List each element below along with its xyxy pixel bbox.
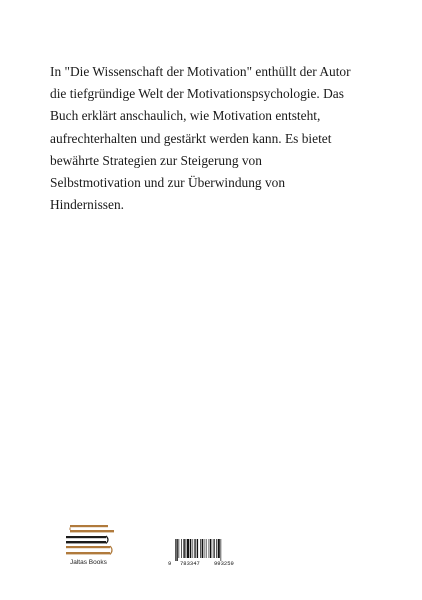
description-line: aufrechterhalten und gestärkt werden kann. Es bietet [50,130,332,146]
barcode-bar [175,539,176,561]
barcode-bar [195,539,196,558]
barcode-bar [221,539,222,561]
barcode-bar [197,539,198,558]
isbn-right-digits: 993259 [214,560,234,567]
description-line: die tiefgründige Welt der Motivationspsychologie. Das [50,86,344,102]
barcode-bar [206,539,207,558]
barcode-bar [204,539,205,558]
barcode-bar [181,539,182,558]
barcode-bar [200,539,201,558]
barcode-bar [187,539,189,558]
publisher-logo [64,522,120,558]
barcode-bar [202,539,203,558]
barcode-bar [194,539,195,558]
description-line: bewährte Strategien zur Steigerung von [50,152,262,168]
barcode-bar [183,539,184,558]
barcode-bar [176,539,177,561]
isbn-left-digits: 783347 [180,560,200,567]
barcode-bar [186,539,187,558]
barcode-bar [210,539,211,558]
isbn-first-digit: 9 [168,560,172,567]
description-line: Selbstmotivation und zur Überwindung von [50,175,286,191]
barcode-bar [218,539,220,558]
barcode-bar [216,539,217,558]
barcode-bar [214,539,215,558]
book-description [50,61,370,216]
description-line: Hindernissen. [50,197,125,213]
barcode-bar [179,539,180,558]
description-line: Buch erklärt anschaulich, wie Motivation entsteht, [50,108,321,124]
description-line: In "Die Wissenschaft der Motivation" enthüllt der Autor [50,64,351,79]
barcode-bar [190,539,191,558]
barcode-bar [209,539,210,558]
barcode-bar [213,539,214,558]
barcode-bars [174,539,244,561]
barcode-bar [192,539,193,558]
publisher-name: Jaltas Books [70,559,107,566]
stacked-books-icon [64,522,120,558]
